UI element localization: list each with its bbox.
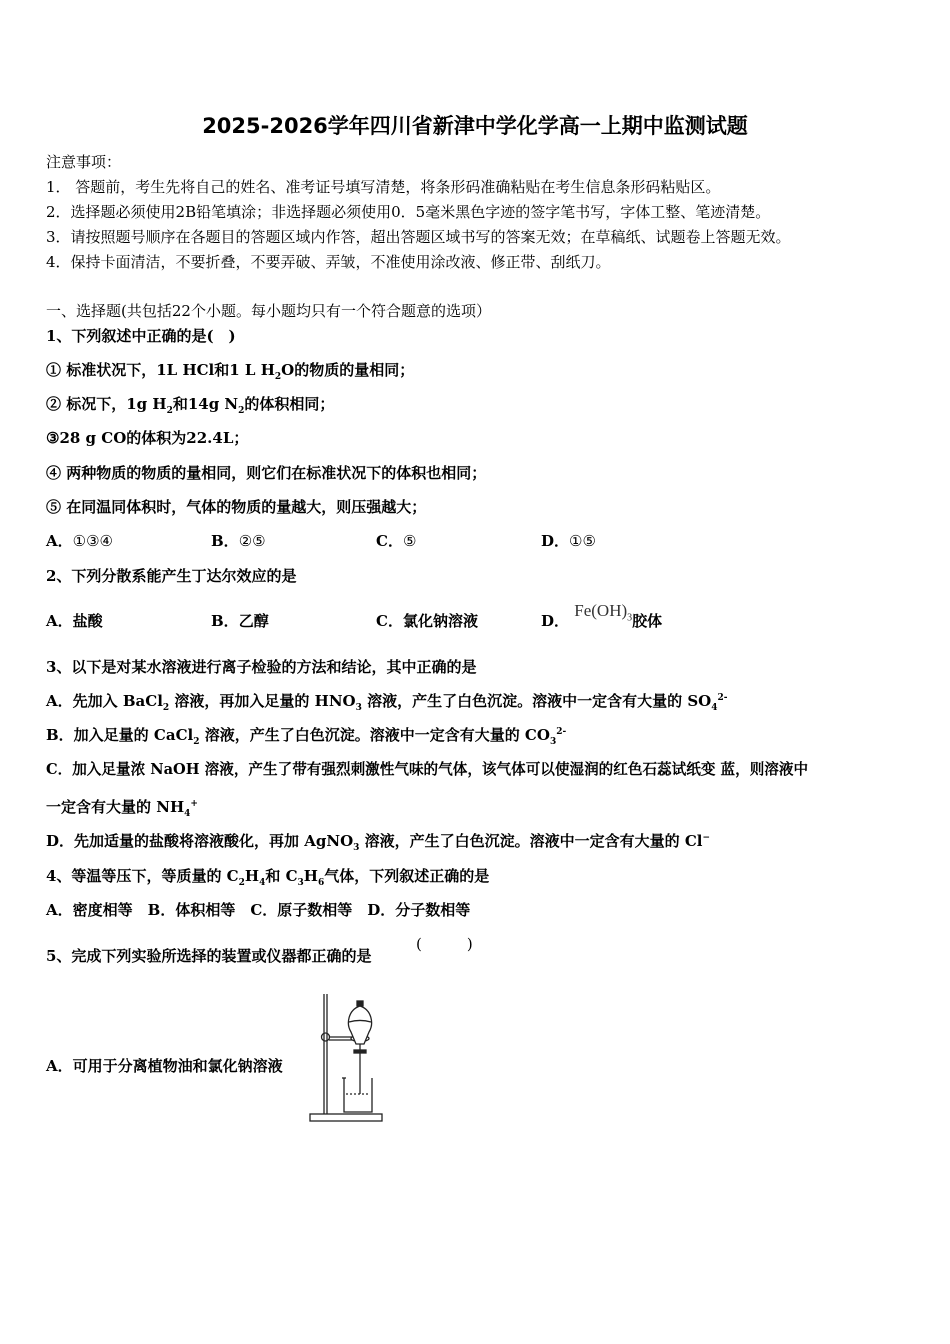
q1-option-d[interactable]: D．①⑤ [541,532,596,550]
q1-statement-1: ① 标准状况下，1L HCl和1 L $H_2O$的物质的量相同； [46,361,415,382]
q4-options[interactable]: A．密度相等 B．体积相等 C．原子数相等 D．分子数相等 [46,901,471,919]
q5-stem: 5、完成下列实验所选择的装置或仪器都正确的是 [46,947,372,965]
q2-option-a[interactable]: A．盐酸 [46,612,103,630]
q3-stem: 3、以下是对某水溶液进行离子检验的方法和结论，其中正确的是 [46,658,477,676]
q2-stem: 2、下列分散系能产生丁达尔效应的是 [46,567,297,585]
notice-item-4: 4．保持卡面清洁，不要折叠，不要弄破、弄皱，不准使用涂改液、修正带、刮纸刀。 [46,253,611,271]
q2-option-d[interactable]: D． $Fe(OH)_3$胶体 [541,601,663,630]
notice-item-2: 2．选择题必须使用2B铅笔填涂；非选择题必须使用0．5毫米黑色字迹的签字笔书写，字体工整、笔迹清楚。 [46,203,771,221]
q5-answer-paren: ( ) [416,935,473,953]
q5-option-a[interactable]: A．可用于分离植物油和氯化钠溶液 [46,1057,283,1075]
q1-statement-4: ④ 两种物质的物质的量相同，则它们在标准状况下的体积也相同； [46,464,487,482]
q1-option-c[interactable]: C．⑤ [376,532,417,550]
section-heading: 一、选择题(共包括22个小题。每小题均只有一个符合题意的选项） [46,302,491,320]
separatory-funnel-diagram [306,990,390,1128]
q1-statement-5: ⑤ 在同温同体积时，气体的物质的量越大，则压强越大； [46,498,427,516]
notice-heading: 注意事项： [46,153,122,171]
q1-option-a[interactable]: A．①③④ [46,532,113,550]
q1-stem: 1、下列叙述中正确的是( ) [46,327,236,345]
q3-option-c[interactable]: C．加入足量浓 NaOH 溶液，产生了带有强烈刺激性气味的气体，该气体可以使湿润的红色石蕊试纸变 蓝，则溶液中 [46,761,809,778]
q1-option-b[interactable]: B．②⑤ [211,532,266,550]
q2-option-b[interactable]: B．乙醇 [211,612,269,630]
q1-statement-2: ② 标况下，1g $H_2$和14g $N_2$的体积相同； [46,395,335,416]
q1-statement-3: ③28 g CO的体积为22.4L； [46,429,249,447]
q3-option-c-cont: 一定含有大量的 $NH_4^+$ [46,798,198,819]
notice-item-1: 1． 答题前，考生先将自己的姓名、准考证号填写清楚，将条形码准确粘贴在考生信息条形码粘贴区。 [46,178,721,196]
page-title: 2025-2026学年四川省新津中学化学高一上期中监测试题 [202,114,748,138]
q4-stem: 4、等温等压下，等质量的 $C_2H_4$和 $C_3H_6$气体，下列叙述正确的是 [46,867,490,888]
q3-option-b[interactable]: B．加入足量的 CaCl$_2$ 溶液，产生了白色沉淀。溶液中一定含有大量的 $CO_3^{2-}$ [46,726,567,747]
q3-option-d[interactable]: D．先加适量的盐酸将溶液酸化，再加 AgNO$_3$ 溶液，产生了白色沉淀。溶液中一定含有大量的 Cl− [46,832,711,853]
q2-options [46,601,906,631]
q1-options [46,531,906,551]
q3-option-a[interactable]: A．先加入 BaCl$_2$ 溶液，再加入足量的 $HNO_3$ 溶液，产生了白色沉淀。溶液中一定含有大量的 $SO_4^{2-}$ [46,692,728,713]
q2-option-c[interactable]: C．氯化钠溶液 [376,612,478,630]
fe-oh3-formula: $Fe(OH)_3$ [574,601,633,624]
notice-item-3: 3．请按照题号顺序在各题目的答题区域内作答，超出答题区域书写的答案无效；在草稿纸、试题卷上答题无效。 [46,228,791,246]
